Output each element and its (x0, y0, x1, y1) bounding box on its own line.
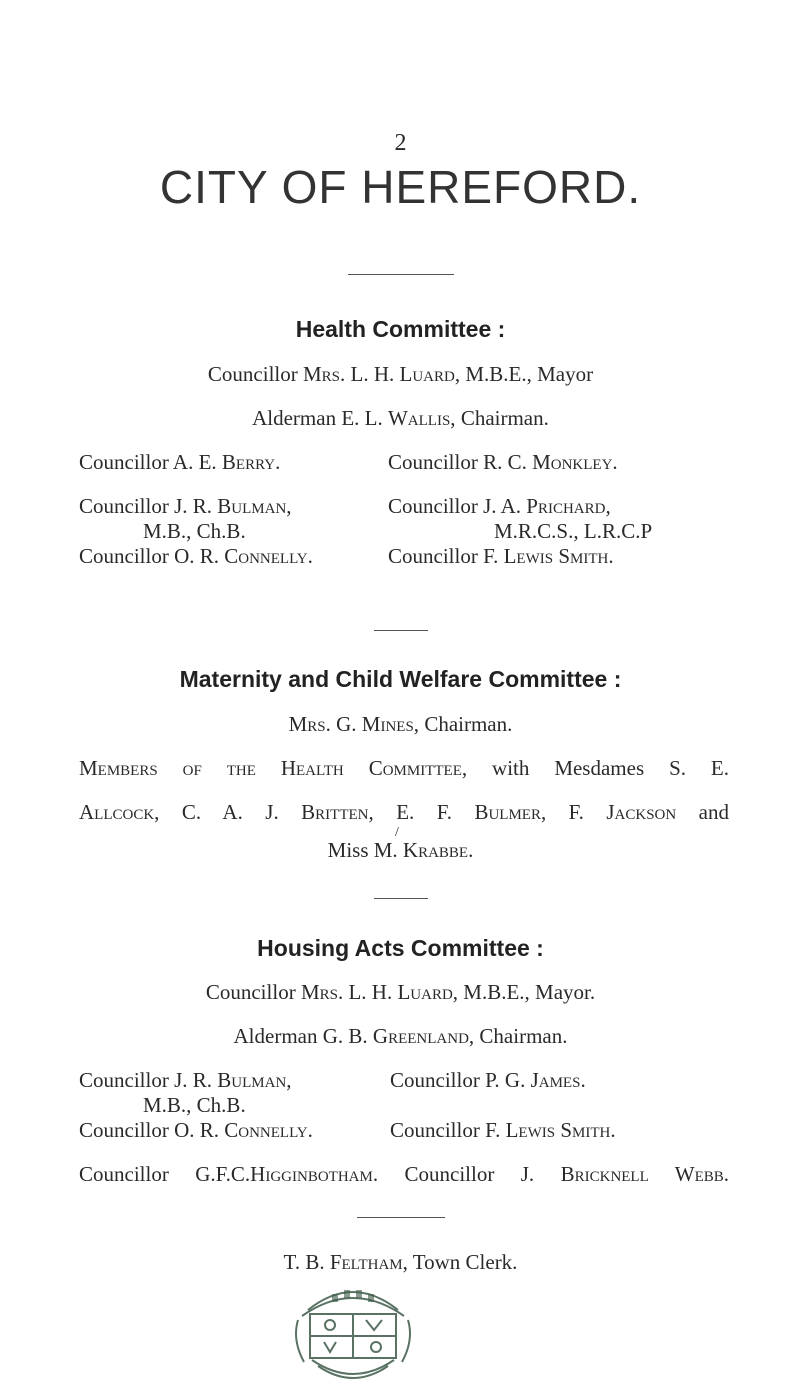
members-text: with Mesdames S. E. (492, 756, 730, 780)
role: Councillor J. (404, 1162, 535, 1186)
role: Councillor O. R. (79, 544, 219, 568)
member-name: Wallis, (387, 406, 456, 430)
housing-member-bulman (79, 1068, 292, 1093)
member-name: Mrs. L. H. Luard, (302, 362, 461, 386)
maternity-members-line-2 (79, 800, 729, 825)
member-name: James. (530, 1068, 586, 1092)
health-member-lewis-smith (388, 544, 614, 569)
role: Councillor F. (390, 1118, 501, 1142)
member-name: Lewis Smith. (503, 544, 614, 568)
initials: E. F. (396, 800, 452, 824)
divider (357, 1217, 445, 1218)
role: Councillor J. A. (388, 494, 522, 518)
maternity-chairman-line (0, 712, 801, 737)
role: Alderman G. B. (233, 1024, 368, 1048)
conjunction: and (698, 800, 729, 824)
initials: C. A. J. (181, 800, 279, 824)
member-name: Monkley. (532, 450, 618, 474)
housing-chairman-line (0, 1024, 801, 1049)
qualification: M.B., Ch.B. (143, 1093, 246, 1117)
role: Councillor G.F.C. (79, 1162, 251, 1186)
member-name: Bulman, (217, 1068, 292, 1092)
role: Alderman E. L. (252, 406, 383, 430)
role: Councillor P. G. (390, 1068, 526, 1092)
member-name: Higginbotham. (250, 1162, 379, 1186)
initials: Miss M. (327, 838, 398, 862)
suffix: Chairman. (424, 712, 513, 736)
member-name: Bricknell Webb. (560, 1162, 730, 1186)
clerk-title: Town Clerk. (412, 1250, 518, 1274)
role: Councillor O. R. (79, 1118, 219, 1142)
suffix: M.B.E., Mayor. (463, 980, 596, 1004)
role: Councillor (207, 362, 298, 386)
health-chairman-line (0, 406, 801, 431)
housing-member-lewis-smith (390, 1118, 616, 1143)
role: Councillor (205, 980, 296, 1004)
health-member-monkley (388, 450, 618, 475)
suffix: Chairman. (479, 1024, 568, 1048)
borough-seal-icon (288, 1280, 418, 1384)
qualification: M.B., Ch.B. (143, 519, 246, 543)
page-number: 2 (394, 130, 407, 156)
member-name: Greenland, (372, 1024, 475, 1048)
role: Councillor F. (388, 544, 499, 568)
page-title: CITY OF HEREFORD. (159, 161, 642, 213)
members-text: Members of the Health Committee, (79, 756, 468, 780)
divider (348, 274, 454, 275)
maternity-members-line-1 (79, 756, 729, 781)
suffix: M.B.E., Mayor (465, 362, 594, 386)
member-name: Allcock, (79, 800, 160, 824)
clerk-name: T. B. Feltham, (283, 1250, 408, 1274)
health-committee-heading: Health Committee : (295, 316, 506, 342)
qualification: M.R.C.S., L.R.C.P (494, 519, 653, 543)
member-name: Mrs. L. H. Luard, (300, 980, 459, 1004)
role: Councillor R. C. (388, 450, 527, 474)
accent-mark: / (395, 825, 399, 840)
initials: F. (568, 800, 584, 824)
member-name: Jackson (606, 800, 677, 824)
maternity-members-line-3 (0, 838, 801, 863)
divider (374, 630, 428, 631)
suffix: Chairman. (460, 406, 549, 430)
health-member-bulman (79, 494, 292, 519)
housing-member-james (390, 1068, 586, 1093)
health-member-berry (79, 450, 280, 475)
divider (374, 898, 428, 899)
member-name: Britten, (301, 800, 374, 824)
town-clerk-line (0, 1250, 801, 1275)
health-member-connelly (79, 544, 313, 569)
member-name: Bulman, (217, 494, 292, 518)
member-name: Berry. (221, 450, 281, 474)
housing-mayor-line (0, 980, 801, 1005)
health-member-prichard (388, 494, 611, 519)
health-mayor-line (0, 362, 801, 387)
role: Councillor A. E. (79, 450, 217, 474)
member-name: Connelly. (224, 1118, 313, 1142)
member-name: Lewis Smith. (505, 1118, 616, 1142)
member-name: Mrs. G. Mines, (288, 712, 420, 736)
role: Councillor J. R. (79, 1068, 213, 1092)
housing-member-connelly (79, 1118, 313, 1143)
member-name: Connelly. (224, 544, 313, 568)
role: Councillor J. R. (79, 494, 213, 518)
member-name: Prichard, (526, 494, 611, 518)
member-name: Bulmer, (474, 800, 547, 824)
member-name: Krabbe. (402, 838, 474, 862)
housing-last-line (79, 1162, 729, 1187)
housing-committee-heading: Housing Acts Committee : (257, 935, 544, 961)
maternity-committee-heading: Maternity and Child Welfare Committee : (179, 666, 622, 692)
